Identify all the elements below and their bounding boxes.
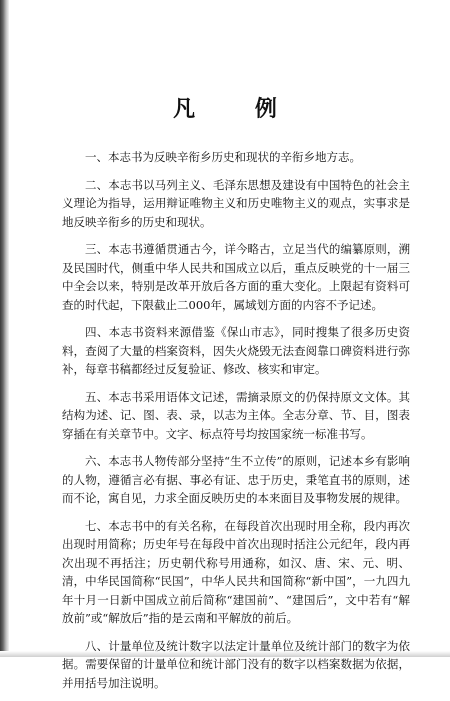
paragraph-3: 三、本志书遵循贯通古今，详今略古，立足当代的编纂原则，溯及民国时代，侧重中华人民共和国成立以后，重点反映党的十一届三中全会以来，特别是改革开放后各方面的重大变化。上限起有资料可查的时代起，下限截止二000年，属域划方面的内容不予记述。 (62, 242, 410, 312)
paragraph-8: 八、计量单位及统计数字以法定计量单位及统计部门的数字为依据。需要保留的计量单位和统计部门没有的数字以档案数据为依据，并用括号加注说明。 (62, 638, 410, 690)
paragraph-2: 二、本志书以马列主义、毛泽东思想及建设有中国特色的社会主义理论为指导，运用辩证唯物主义和历史唯物主义的观点，实事求是地反映辛衔乡的历史和现状。 (62, 177, 410, 229)
paragraph-6: 六、本志书人物传部分坚持“生不立传”的原则，记述本乡有影响的人物，遵循言必有据、事必有证、忠于历史，秉笔直书的原则，述而不论，寓自见，力求全面反映历史的本来面目及事物发展的规律。 (62, 454, 410, 505)
page-title: 凡 例 (173, 96, 303, 122)
body-text (62, 148, 410, 701)
paragraph-4: 四、本志书资料来源借鉴《保山市志》，同时搜集了很多历史资料，查阅了大量的档案资料，因失火烧毁无法查阅靠口碑资料进行弥补，每章书稿都经过反复验证、修改、核实和审定。 (62, 325, 410, 376)
paragraph-7: 七、本志书中的有关名称，在每段首次出现时用全称，段内再次出现时用简称；历史年号在每段中首次出现时括注公元纪年，段内再次出现不再括注；历史朝代称号用通称，如汉、唐、宋、元、明、清，中华民国简称“民国”，中华人民共和国简称“新中国”，一九四九年十月一日新中国成立前后简称“建国前”、“建国后”，文中若有“解放前”或“解放后”指的是云南和平解放的前后。 (62, 518, 410, 625)
paragraph-5: 五、本志书采用语体文记述，需摘录原文的仍保持原文文体。其结构为述、记、图、表、录，以志为主体。全志分章、节、目，图表穿插在有关章节中。文字、标点符号均按国家统一标准书写。 (62, 389, 410, 441)
paragraph-1: 一、本志书为反映辛衔乡历史和现状的辛衔乡地方志。 (85, 150, 361, 164)
